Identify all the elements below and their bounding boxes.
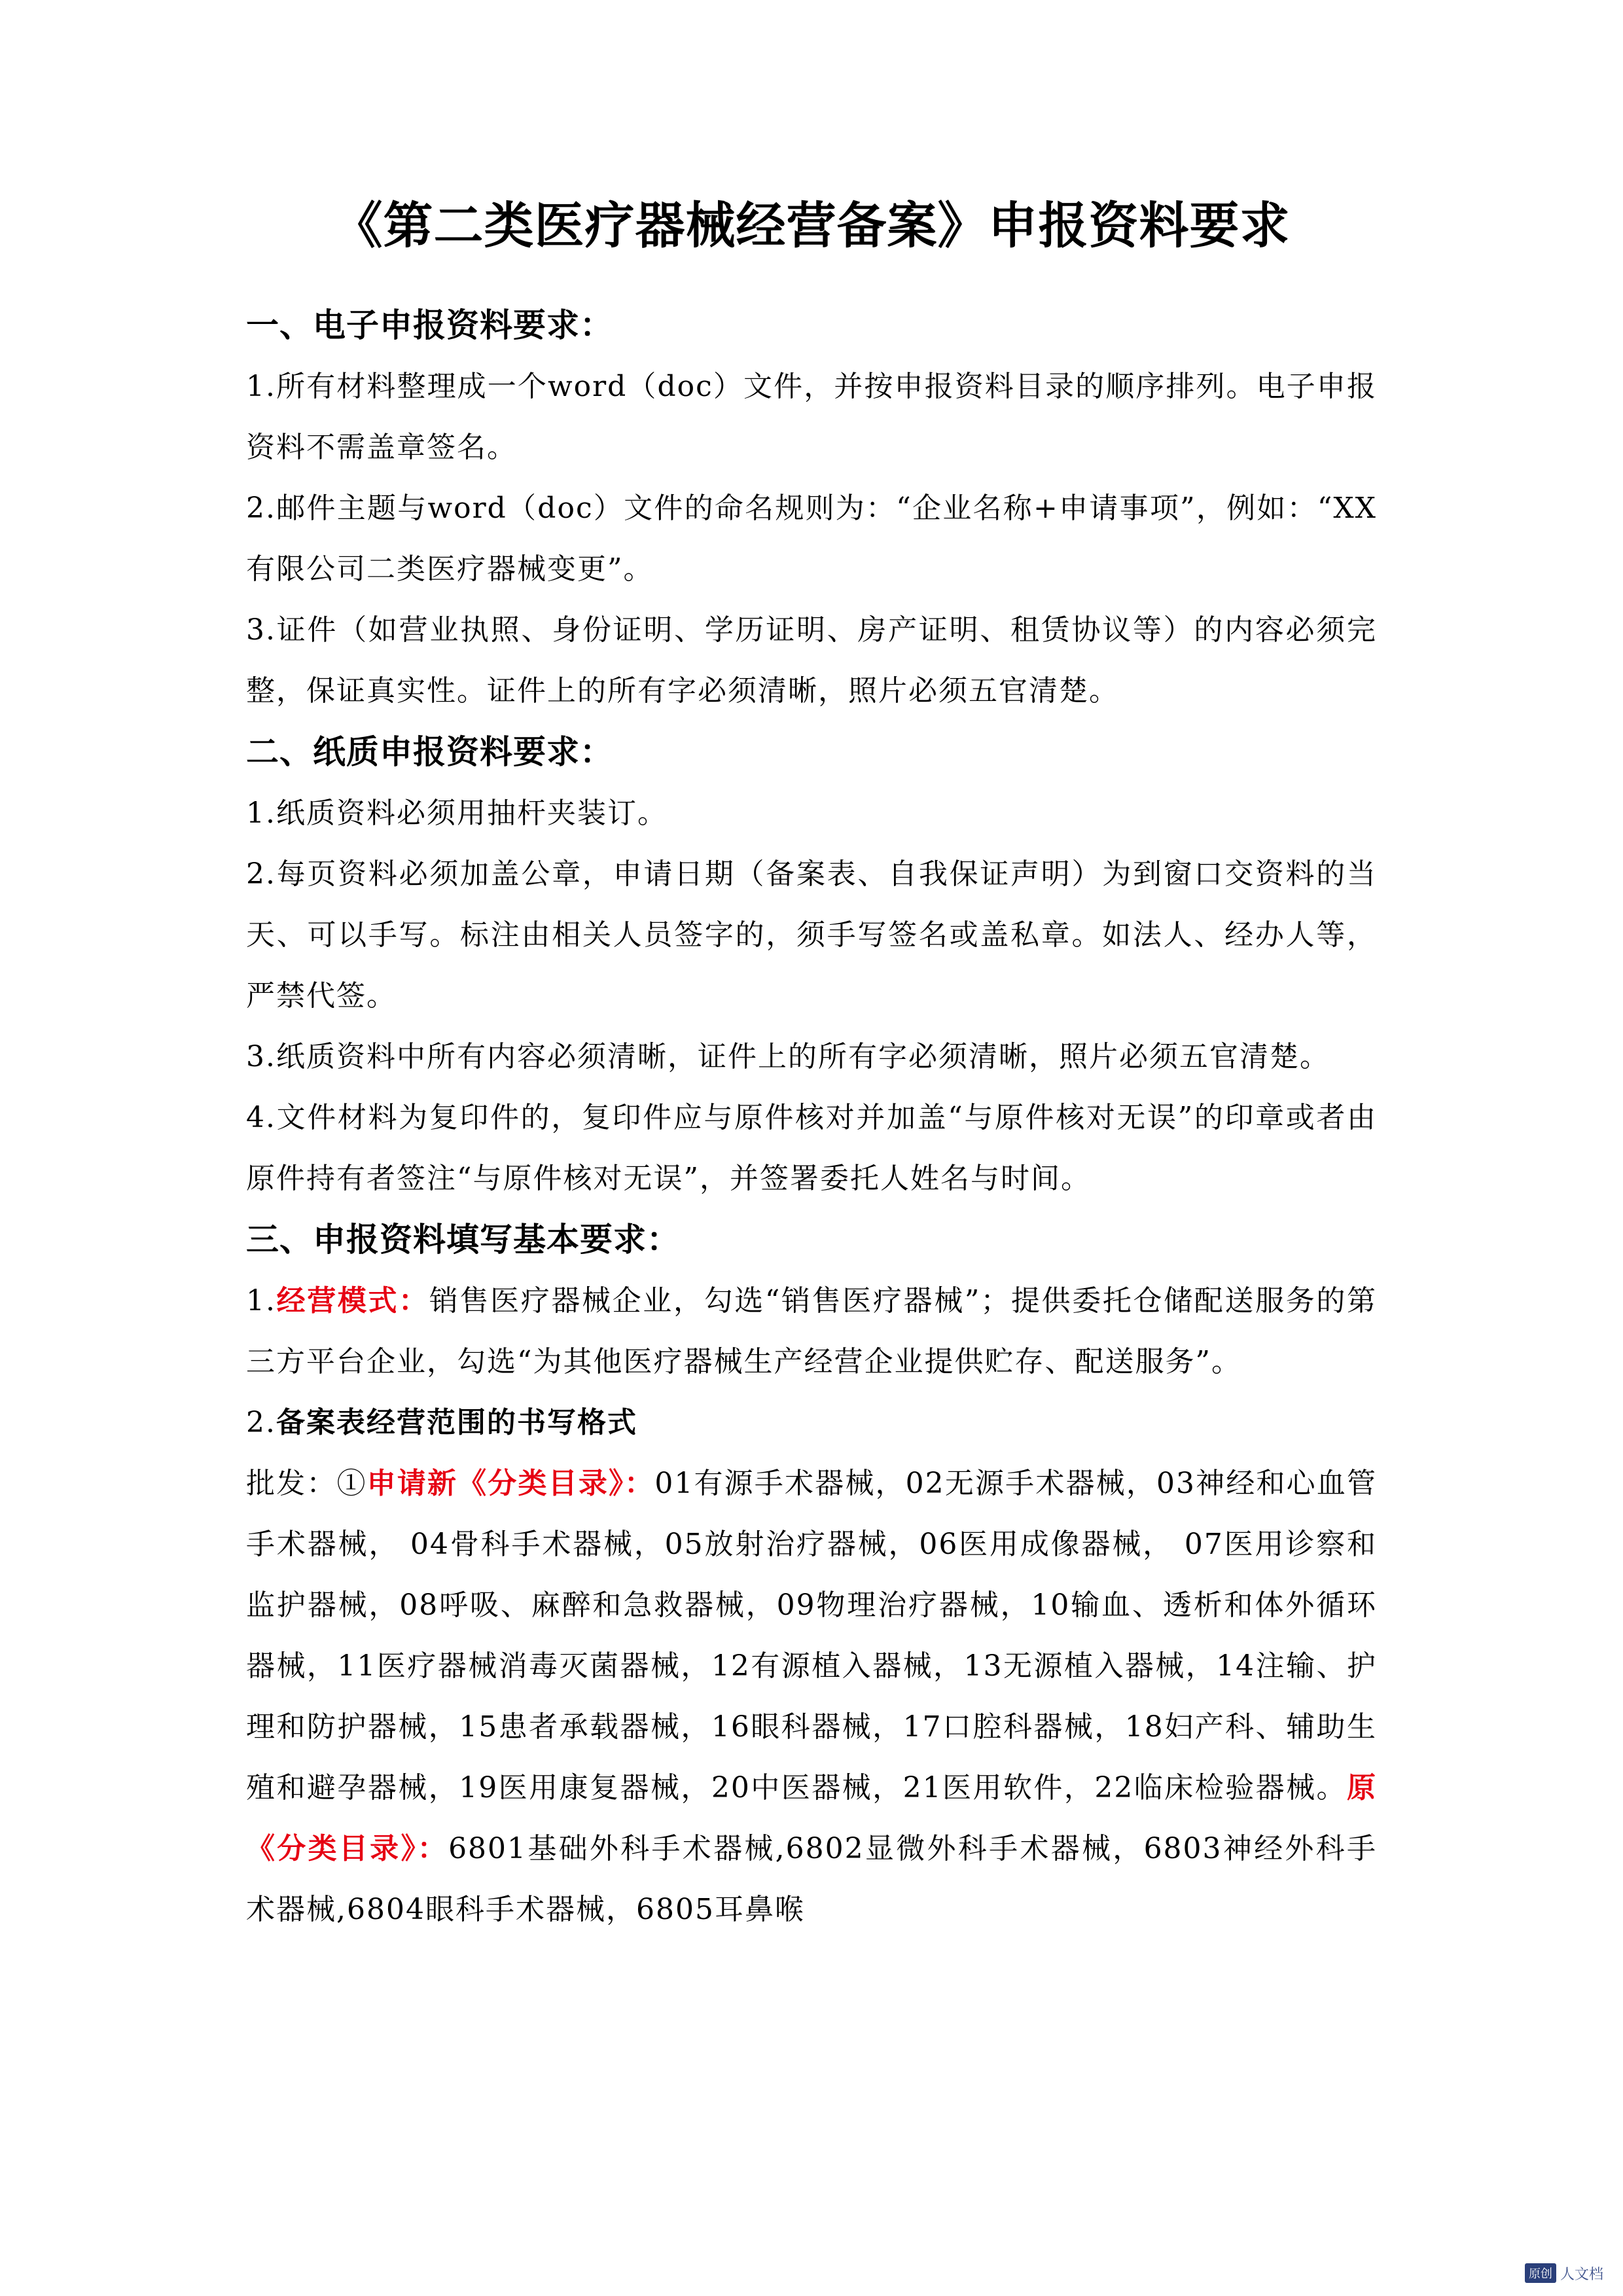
- paragraph: 2.每页资料必须加盖公章，申请日期（备案表、自我保证声明）为到窗口交资料的当天、可以手写。标注由相关人员签字的，须手写签名或盖私章。如法人、经办人等，严禁代签。: [246, 857, 1377, 1013]
- bold-label: 备案表经营范围的书写格式: [276, 1406, 637, 1439]
- paragraph: 3.纸质资料中所有内容必须清晰，证件上的所有字必须清晰，照片必须五官清楚。: [246, 1040, 1330, 1073]
- highlight-label: 经营模式：: [276, 1284, 429, 1318]
- document-body: [246, 295, 1377, 1940]
- paragraph-text: 6801基础外科手术器械,6802显微外科手术器械，6803神经外科手术器械,6804眼科手术器械，6805耳鼻喉: [246, 1832, 1378, 1926]
- paragraph-business-mode: [246, 1270, 1377, 1392]
- item-number: 1.: [246, 1284, 276, 1318]
- paragraph-text: 销售医疗器械企业，勾选“销售医疗器械”；提供委托仓储配送服务的第三方平台企业，勾选“为其他医疗器械生产经营企业提供贮存、配送服务”。: [246, 1284, 1377, 1378]
- paragraph-text: 01有源手术器械，02无源手术器械，03神经和心血管手术器械， 04骨科手术器械，05放射治疗器械，06医用成像器械， 07医用诊察和监护器械，08呼吸、麻醉和急救器械，09物理治疗器械，10输血、透析和体外循环器械，11医疗器械消毒灭菌器械，12有源植入器械，13无源植入器械，14注输、护理和防护器械，15患者承载器械，16眼科器械，17口腔科器械，18妇产科、辅助生殖和避孕器械，19医用康复器械，20中医器械，21医用软件，22临床检验器械。: [246, 1467, 1378, 1804]
- highlight-label: 原《分类目录》：: [246, 1771, 1377, 1865]
- paragraph: 1.所有材料整理成一个word（doc）文件，并按申报资料目录的顺序排列。电子申报资料不需盖章签名。: [246, 370, 1377, 464]
- paragraph: 2.邮件主题与word（doc）文件的命名规则为：“企业名称+申请事项”，例如：“XX有限公司二类医疗器械变更”。: [246, 492, 1377, 586]
- paragraph: 4.文件材料为复印件的，复印件应与原件核对并加盖“与原件核对无误”的印章或者由原件持有者签注“与原件核对无误”，并签署委托人姓名与时间。: [246, 1101, 1377, 1195]
- paragraph-scope-format: [246, 1392, 1377, 1453]
- section-heading-electronic: 一、电子申报资料要求：: [246, 306, 613, 344]
- paragraph: 3.证件（如营业执照、身份证明、学历证明、房产证明、租赁协议等）的内容必须完整，保证真实性。证件上的所有字必须清晰，照片必须五官清楚。: [246, 613, 1377, 708]
- document-title: 《第二类医疗器械经营备案》申报资料要求: [332, 196, 1291, 255]
- paragraph-prefix: 批发：①: [246, 1467, 367, 1500]
- watermark-text: 人文档: [1560, 2266, 1604, 2283]
- watermark-logo: [1525, 2261, 1603, 2286]
- paragraph-wholesale-scope: [246, 1453, 1377, 1940]
- highlight-label: 申请新《分类目录》：: [366, 1467, 655, 1500]
- item-number: 2.: [246, 1406, 276, 1439]
- section-heading-paper: 二、纸质申报资料要求：: [246, 733, 613, 771]
- section-heading-filling: 三、申报资料填写基本要求：: [246, 1221, 680, 1259]
- watermark-badge: 原创: [1525, 2263, 1556, 2283]
- paragraph: 1.纸质资料必须用抽杆夹装订。: [246, 797, 668, 830]
